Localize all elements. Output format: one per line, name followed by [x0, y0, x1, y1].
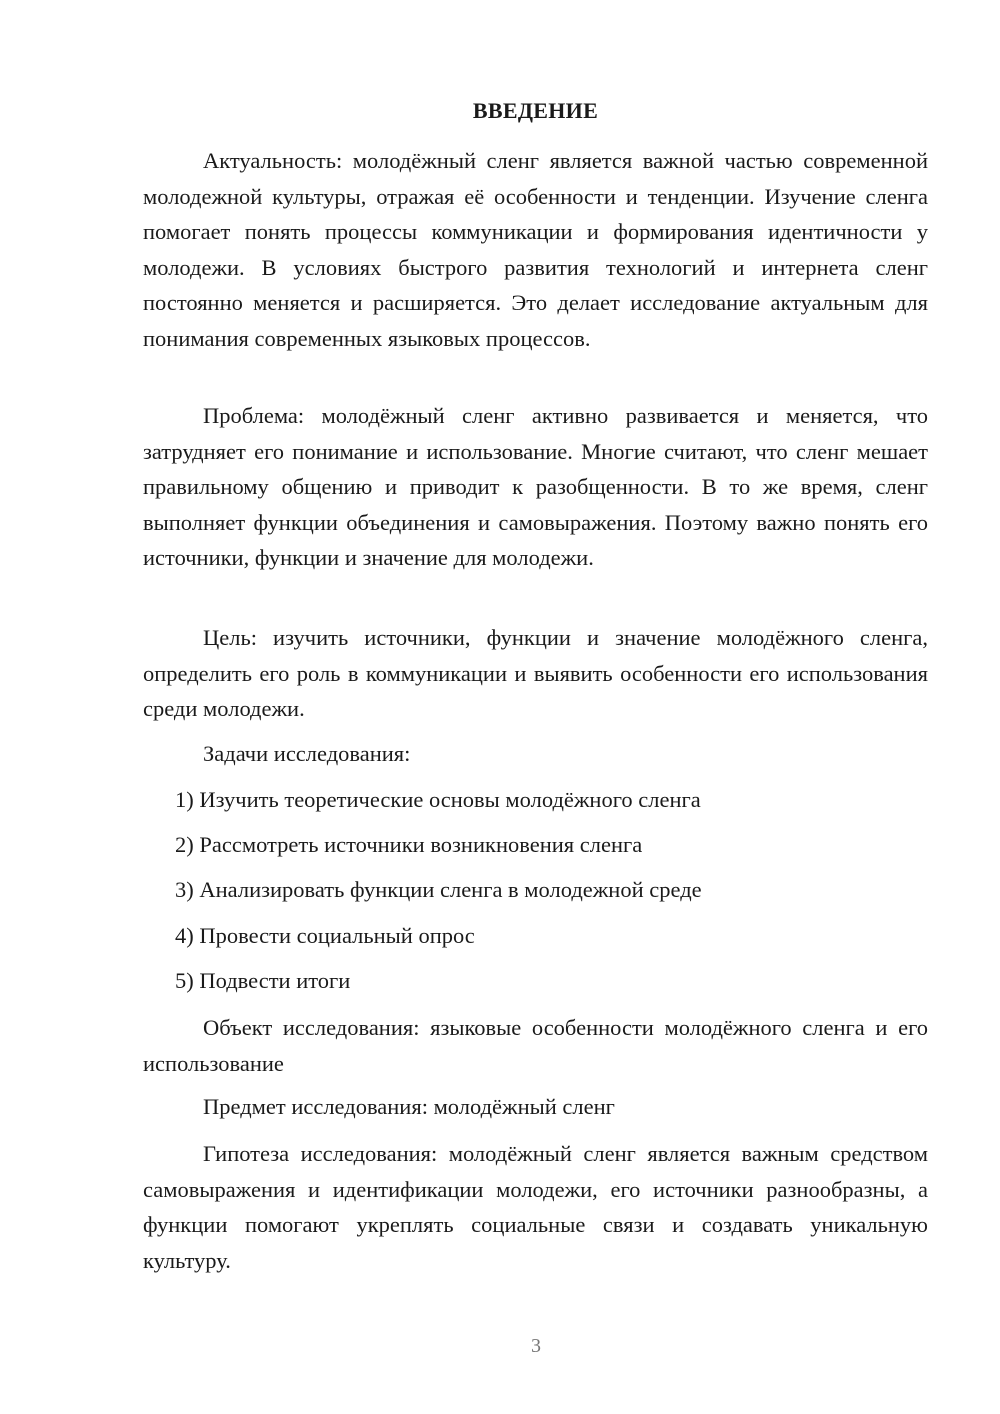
list-item: 5) Подвести итоги — [175, 968, 351, 993]
list-item: 1) Изучить теоретические основы молодёжного сленга — [175, 787, 701, 812]
list-item: 2) Рассмотреть источники возникновения сленга — [175, 832, 643, 857]
problem-paragraph: Проблема: молодёжный сленг активно развивается и меняется, что затрудняет его понимание и использование. Многие считают, что сленг мешает правильному общению и приводит к разобщенности. В то же время, сленг выполняет функции объединения и самовыражения. Поэтому важно понять его источники, функции и значение для молодежи. — [143, 403, 928, 570]
goal-paragraph: Цель: изучить источники, функции и значение молодёжного сленга, определить его роль в коммуникации и выявить особенности его использования среди молодежи. — [143, 625, 928, 721]
page-title: ВВЕДЕНИЕ — [472, 98, 599, 123]
hypothesis-paragraph: Гипотеза исследования: молодёжный сленг является важным средством самовыражения и идентификации молодежи, его источники разнообразны, а функции помогают укреплять социальные связи и создавать уникальную культуру. — [143, 1141, 928, 1273]
list-item: 3) Анализировать функции сленга в молодежной среде — [175, 877, 702, 902]
page-number: 3 — [531, 1335, 541, 1357]
subject-paragraph: Предмет исследования: молодёжный сленг — [203, 1094, 615, 1119]
tasks-title: Задачи исследования: — [203, 741, 411, 766]
relevance-paragraph: Актуальность: молодёжный сленг является важной частью современной молодежной культуры, отражая её особенности и тенденции. Изучение сленга помогает понять процессы коммуникации и формирования идентичности у молодежи. В условиях быстрого развития технологий и интернета сленг постоянно меняется и расширяется. Это делает исследование актуальным для понимания современных языковых процессов. — [143, 148, 928, 351]
list-item: 4) Провести социальный опрос — [175, 923, 475, 948]
object-paragraph: Объект исследования: языковые особенности молодёжного сленга и его использование — [143, 1015, 928, 1076]
